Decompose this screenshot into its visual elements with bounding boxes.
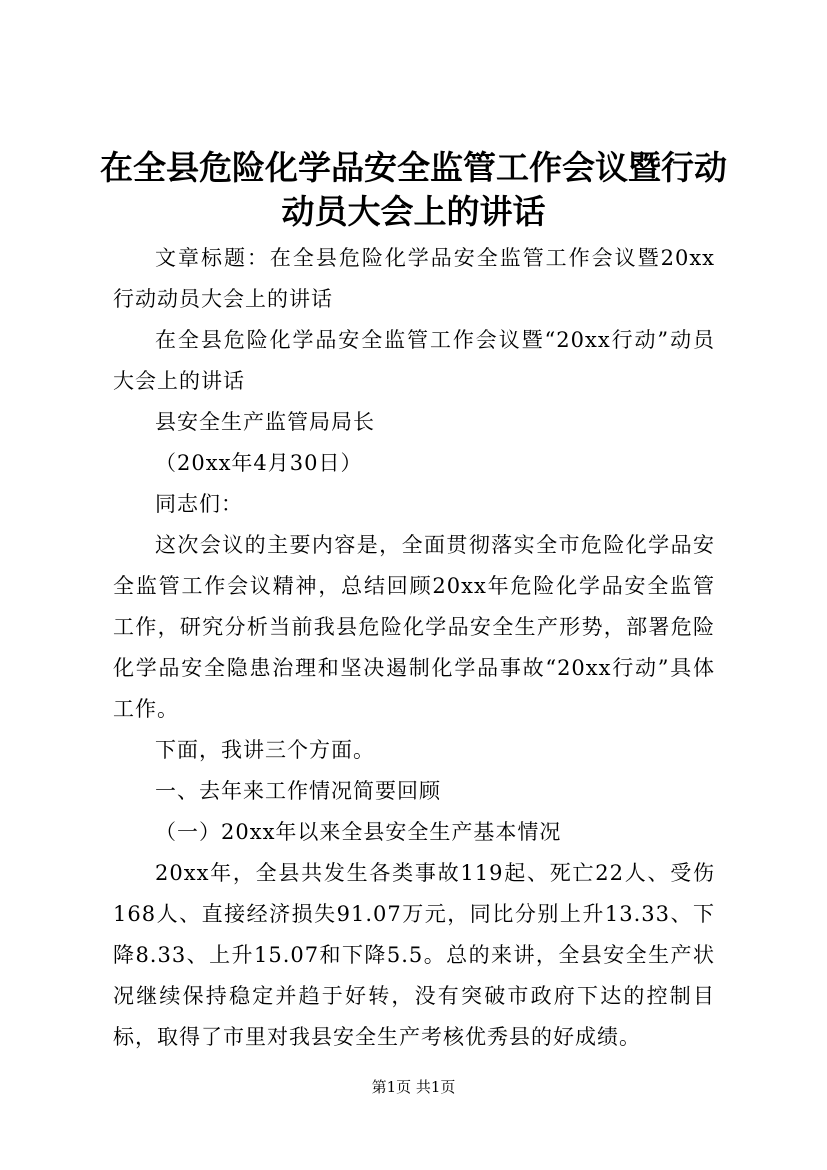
paragraph-intro: 这次会议的主要内容是，全面贯彻落实全市危险化学品安全监管工作会议精神，总结回顾20xx年危险化学品安全监管工作，研究分析当前我县危险化学品安全生产形势，部署危险化学品安全隐患治理和坚决遏制化学品事故“20xx行动”具体工作。	[113, 533, 715, 721]
document-title: 在全县危险化学品安全监管工作会议暨行动动员大会上的讲话	[100, 148, 727, 231]
paragraph-article-title: 文章标题：在全县危险化学品安全监管工作会议暨20xx行动动员大会上的讲话	[113, 246, 715, 311]
paragraph-statistics: 20xx年，全县共发生各类事故119起、死亡22人、受伤168人、直接经济损失91.07万元，同比分别上升13.33、下降8.33、上升15.07和下降5.5。总的来讲，全县安全生产状况继续保持稳定并趋于好转，没有突破市政府下达的控制目标，取得了市里对我县安全生产考核优秀县的好成绩。	[113, 861, 715, 1049]
subsection-heading-1: （一）20xx年以来全县安全生产基本情况	[155, 820, 562, 844]
paragraph-speaker: 县安全生产监管局局长	[155, 410, 375, 434]
paragraph-date: （20xx年4月30日）	[155, 451, 363, 475]
paragraph-salutation: 同志们：	[155, 492, 243, 516]
page-footer: 第1页 共1页	[371, 1078, 456, 1096]
paragraph-speech-title: 在全县危险化学品安全监管工作会议暨“20xx行动”动员大会上的讲话	[113, 328, 715, 393]
section-heading-1: 一、去年来工作情况简要回顾	[155, 779, 441, 803]
document-body	[113, 238, 715, 1058]
paragraph-outline: 下面，我讲三个方面。	[155, 738, 375, 762]
